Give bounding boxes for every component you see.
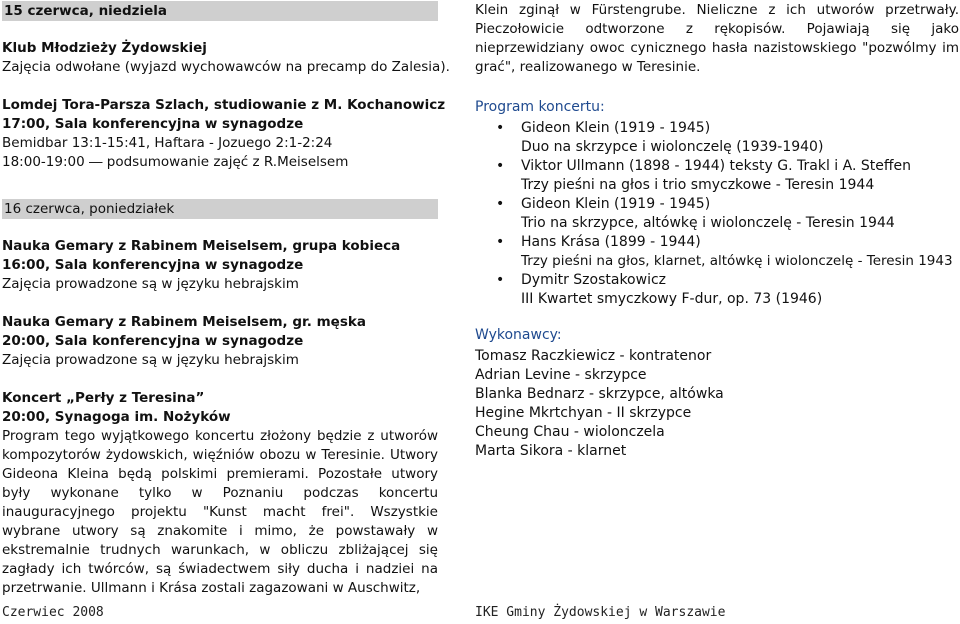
right-column (475, 1, 959, 461)
event-title-koncert: Koncert „Perły z Teresina” (2, 390, 205, 406)
performer: Blanka Bednarz - skrzypce, altówka (475, 386, 724, 402)
performer: Hegine Mkrtchyan - II skrzypce (475, 405, 692, 421)
performer: Marta Sikora - klarnet (475, 443, 627, 459)
event-line-summary: 18:00-19:00 ― podsumowanie zajęć z R.Meiselsem (2, 154, 349, 170)
program-list (475, 119, 959, 309)
event-time-lomdej: 17:00, Sala konferencyjna w synagodze (2, 116, 304, 132)
event-time-koncert: 20:00, Synagoga im. Nożyków (2, 409, 231, 425)
event-time-gemara-women: 16:00, Sala konferencyjna w synagodze (2, 257, 304, 273)
event-body-koncert: Program tego wyjątkowego koncertu złożony będzie z utworów kompozytorów żydowskich, więźniów obozu w Teresinie. Utwory Gideona Kleina będą polskimi premierami. Pozostałe utwory były wykonane tylko w Poznaniu podczas koncertu inauguracyjnego projektu "Kunst macht frei". Wszystkie wybrane utwory są znakomite i mimo, że powstawały w ekstremalnie trudnych warunkach, w obliczu zbliżającej się zagłady ich twórców, są świadectwem siły ducha i nadziei na przetrwanie. Ullmann i Krása zostali zagazowani w Auschwitz, (2, 428, 438, 596)
event-note-klub: Zajęcia odwołane (wyjazd wychowawców na precamp do Zalesia). (2, 59, 450, 75)
event-title-klub: Klub Młodzieży Żydowskiej (2, 40, 207, 56)
event-line-bemidbar: Bemidbar 13:1-15:41, Haftara - Jozuego 2:1-2:24 (2, 135, 333, 151)
performer: Tomasz Raczkiewicz - kontratenor (475, 348, 712, 364)
event-title-lomdej: Lomdej Tora-Parsza Szlach, studiowanie z M. Kochanowicz (2, 97, 446, 113)
event-time-gemara-men: 20:00, Sala konferencyjna w synagodze (2, 333, 304, 349)
event-note-gemara-women: Zajęcia prowadzone są w języku hebrajskim (2, 276, 299, 292)
footer-left: Czerwiec 2008 (2, 605, 104, 620)
performer: Adrian Levine - skrzypce (475, 367, 647, 383)
program-item: • Dymitr Szostakowicz (496, 272, 667, 288)
program-title: Program koncertu: (475, 99, 605, 115)
footer-right: IKE Gminy Żydowskiej w Warszawie (475, 605, 726, 620)
program-item: • Viktor Ullmann (1898 - 1944) teksty G. Trakl i A. Steffen (496, 158, 911, 174)
event-title-gemara-men: Nauka Gemary z Rabinem Meiselsem, gr. męska (2, 314, 366, 330)
performers-title: Wykonawcy: (475, 327, 562, 343)
program-item: • Hans Krása (1899 - 1944) (496, 234, 701, 250)
bullet-icon: • (496, 272, 505, 288)
program-item: • Gideon Klein (1919 - 1945) (496, 196, 711, 212)
bullet-icon: • (496, 234, 505, 250)
program-work: Trzy pieśni na głos, klarnet, altówkę i wiolonczelę - Teresin 1943 (521, 253, 953, 269)
day-header-15: 15 czerwca, niedziela (2, 1, 438, 21)
program-work: Trio na skrzypce, altówkę i wiolonczelę - Teresin 1944 (521, 215, 895, 231)
program-item: • Gideon Klein (1919 - 1945) (496, 120, 711, 136)
day-header-16: 16 czerwca, poniedziałek (2, 199, 438, 219)
program-work: III Kwartet smyczkowy F-dur, op. 73 (1946) (521, 291, 823, 307)
event-title-gemara-women: Nauka Gemary z Rabinem Meiselsem, grupa kobieca (2, 238, 401, 254)
bullet-icon: • (496, 196, 505, 212)
program-work: Duo na skrzypce i wiolonczelę (1939-1940) (521, 139, 824, 155)
left-column (2, 1, 450, 598)
performer: Cheung Chau - wiolonczela (475, 424, 665, 440)
bullet-icon: • (496, 158, 505, 174)
event-note-gemara-men: Zajęcia prowadzone są w języku hebrajskim (2, 352, 299, 368)
concert-continuation: Klein zginął w Fürstengrube. Nieliczne z ich utworów przetrwały. Pieczołowicie odtworzone z rękopisów. Pojawiają się jako nieprzewidziany owoc cynicznego hasła nazistowskiego "pozwólmy im grać", realizowanego w Teresinie. (475, 2, 959, 75)
program-work: Trzy pieśni na głos i trio smyczkowe - Teresin 1944 (521, 177, 875, 193)
bullet-icon: • (496, 120, 505, 136)
